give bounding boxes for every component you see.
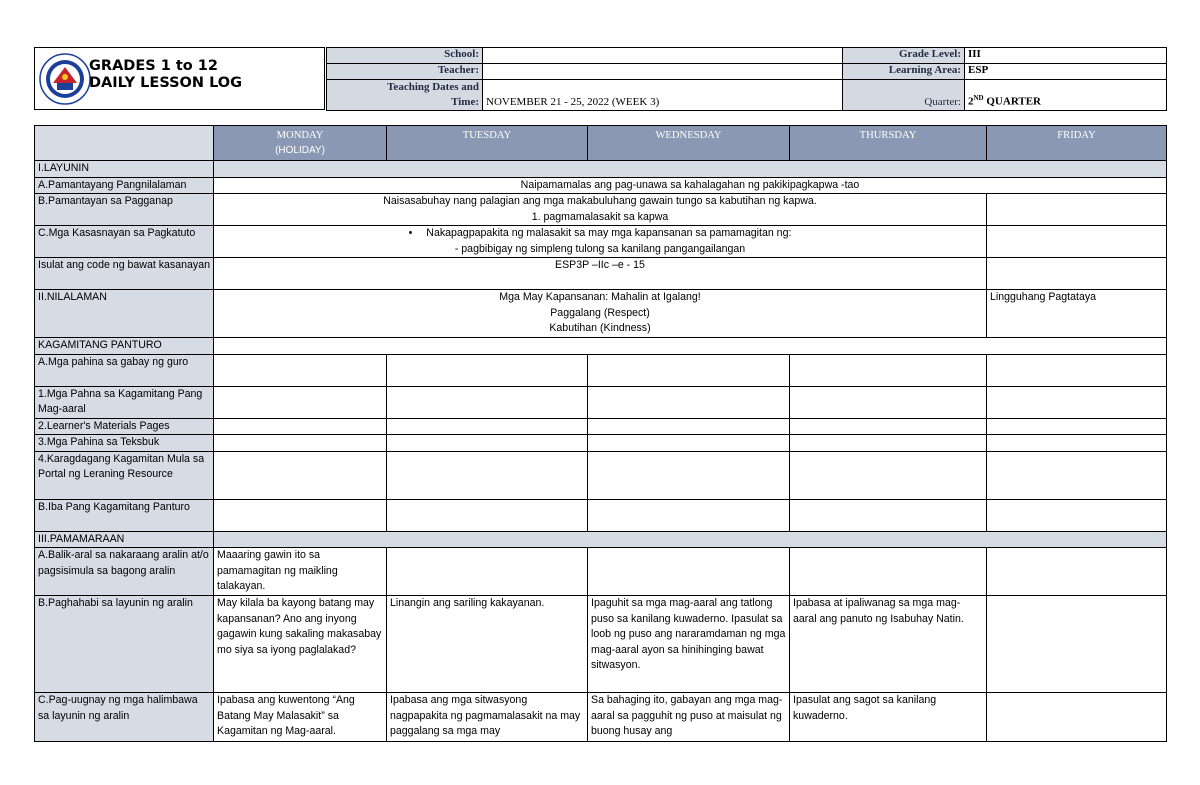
- pagganap-line-2: 1. pagmamalasakit sa kapwa: [531, 210, 669, 223]
- day-header-thursday: THURSDAY: [790, 126, 987, 161]
- table-cell[interactable]: [790, 354, 987, 386]
- title-line-1: GRADES 1 to 12: [89, 58, 218, 74]
- table-cell[interactable]: [790, 548, 987, 596]
- code-friday-cell: [987, 258, 1167, 290]
- table-cell[interactable]: [987, 451, 1167, 499]
- table-cell[interactable]: [387, 386, 588, 418]
- paghahabi-thursday-cell[interactable]: Ipabasa at ipaliwanag sa mga mag-aaral ang panuto ng Isabuhay Natin.: [790, 596, 987, 693]
- lesson-log-table: [34, 125, 1167, 742]
- row-label-learners-materials: 2.Learner's Materials Pages: [35, 418, 214, 435]
- quarter-label: Quarter:: [843, 80, 965, 111]
- table-cell[interactable]: [790, 435, 987, 452]
- header-info-table: [326, 47, 1167, 111]
- table-cell[interactable]: [987, 418, 1167, 435]
- table-cell[interactable]: [987, 693, 1167, 742]
- grade-level-label: Grade Level:: [843, 48, 965, 64]
- quarter-suffix: ND: [973, 94, 984, 103]
- row-label-portal: 4.Karagdagang Kagamitan Mula sa Portal ng Leraning Resource: [35, 451, 214, 499]
- table-cell[interactable]: [588, 354, 790, 386]
- table-cell[interactable]: [214, 418, 387, 435]
- nilalaman-line-1: Mga May Kapansanan: Mahalin at Igalang!: [499, 291, 701, 303]
- table-cell[interactable]: [387, 354, 588, 386]
- grade-level-field[interactable]: III: [965, 48, 1167, 64]
- table-cell[interactable]: [987, 499, 1167, 531]
- kasanayan-line-1: • Nakapagpapakita ng malasakit sa may mga kapansanan sa pamamagitan ng:: [217, 226, 983, 242]
- row-label-teksbuk: 3.Mga Pahina sa Teksbuk: [35, 435, 214, 452]
- code-cell: ESP3P –IIc –e - 15: [214, 258, 987, 290]
- table-cell[interactable]: [387, 435, 588, 452]
- teaching-dates-label-line1: Teaching Dates and: [387, 81, 479, 93]
- table-cell[interactable]: [214, 354, 387, 386]
- table-cell[interactable]: [987, 386, 1167, 418]
- pamamaraan-section-cell: [214, 531, 1167, 548]
- row-label-gabay-ng-guro: A.Mga pahina sa gabay ng guro: [35, 354, 214, 386]
- table-cell[interactable]: [387, 548, 588, 596]
- row-label-paghahabi: B.Paghahabi sa layunin ng aralin: [35, 596, 214, 693]
- row-label-balik-aral: A.Balik-aral sa nakaraang aralin at/o pagsisimula sa bagong aralin: [35, 548, 214, 596]
- pagganap-line-1: Naisasabuhay nang palagian ang mga makabuluhang gawain tungo sa kabutihan ng kapwa.: [383, 195, 817, 207]
- table-cell[interactable]: [588, 435, 790, 452]
- deped-seal-icon: [39, 53, 91, 105]
- row-label-pamantayang-pangnilalaman: A.Pamantayang Pangnilalaman: [35, 177, 214, 194]
- teaching-dates-label-line2: Time:: [451, 96, 479, 108]
- nilalaman-line-2: Paggalang (Respect): [550, 306, 650, 319]
- paghahabi-monday-cell[interactable]: May kilala ba kayong batang may kapansanan? Ano ang inyong gagawin kung sakaling makasabay mo siya sa iyong paglalakad?: [214, 596, 387, 693]
- teaching-dates-field[interactable]: [483, 80, 843, 111]
- monday-holiday-note: (HOLIDAY): [275, 144, 325, 156]
- table-cell[interactable]: [214, 499, 387, 531]
- teaching-dates-value: NOVEMBER 21 - 25, 2022 (WEEK 3): [486, 96, 660, 108]
- row-label-layunin: I.LAYUNIN: [35, 161, 214, 178]
- paghahabi-wednesday-cell[interactable]: Ipaguhit sa mga mag-aaral ang tatlong puso sa kanilang kuwaderno. Ipasulat sa loob ng puso ang nararamdaman ng mga mag-aaral ayon sa hinihinging bawat sitwasyon.: [588, 596, 790, 693]
- table-cell[interactable]: [588, 451, 790, 499]
- table-cell[interactable]: [588, 386, 790, 418]
- teacher-field[interactable]: [483, 64, 843, 80]
- day-header-wednesday: WEDNESDAY: [588, 126, 790, 161]
- table-cell[interactable]: [387, 499, 588, 531]
- row-label-pag-uugnay: C.Pag-uugnay ng mga halimbawa sa layunin ng aralin: [35, 693, 214, 742]
- day-header-friday: FRIDAY: [987, 126, 1167, 161]
- school-field[interactable]: [483, 48, 843, 64]
- row-label-pamantayan-sa-pagganap: B.Pamantayan sa Pagganap: [35, 194, 214, 226]
- title-line-2: DAILY LESSON LOG: [89, 75, 243, 91]
- row-label-nilalaman: II.NILALAMAN: [35, 290, 214, 338]
- teaching-dates-label: [327, 80, 483, 111]
- nilalaman-cell: [214, 290, 987, 338]
- table-cell[interactable]: [214, 435, 387, 452]
- table-cell[interactable]: [790, 451, 987, 499]
- row-label-pamamaraan: III.PAMAMARAAN: [35, 531, 214, 548]
- table-cell[interactable]: [588, 548, 790, 596]
- day-header-tuesday: TUESDAY: [387, 126, 588, 161]
- table-cell[interactable]: [588, 499, 790, 531]
- learning-area-field[interactable]: ESP: [965, 64, 1167, 80]
- paghahabi-tuesday-cell[interactable]: Linangin ang sariling kakayanan.: [387, 596, 588, 693]
- balik-aral-monday-cell[interactable]: Maaaring gawin ito sa pamamagitan ng maikling talakayan.: [214, 548, 387, 596]
- table-cell[interactable]: [790, 499, 987, 531]
- quarter-text: QUARTER: [983, 96, 1041, 108]
- pamantayang-pangnilalaman-cell: Naipamamalas ang pag-unawa sa kahalagahan ng pakikipagkapwa -tao: [214, 177, 1167, 194]
- table-cell[interactable]: [790, 418, 987, 435]
- table-cell[interactable]: [387, 451, 588, 499]
- pamantayan-sa-pagganap-cell: [214, 194, 987, 226]
- pag-uugnay-monday-cell[interactable]: Ipabasa ang kuwentong “Ang Batang May Malasakit” sa Kagamitan ng Mag-aaral.: [214, 693, 387, 742]
- kasanayan-friday-cell: [987, 226, 1167, 258]
- table-cell[interactable]: [588, 418, 790, 435]
- row-label-kagamitang-pang-mag-aaral: 1.Mga Pahna sa Kagamitang Pang Mag-aaral: [35, 386, 214, 418]
- table-cell[interactable]: [987, 548, 1167, 596]
- nilalaman-friday-cell: Lingguhang Pagtataya: [987, 290, 1167, 338]
- layunin-section-cell: [214, 161, 1167, 178]
- row-label-code: Isulat ang code ng bawat kasanayan: [35, 258, 214, 290]
- row-label-kagamitang-panturo: KAGAMITANG PANTURO: [35, 338, 214, 355]
- quarter-field[interactable]: [965, 80, 1167, 111]
- kasanayan-sa-pagkatuto-cell: [214, 226, 987, 258]
- header-title-block: [34, 47, 325, 110]
- table-cell[interactable]: [790, 386, 987, 418]
- pag-uugnay-thursday-cell[interactable]: Ipasulat ang sagot sa kanilang kuwaderno.: [790, 693, 987, 742]
- table-cell[interactable]: [987, 354, 1167, 386]
- header-corner-cell: [35, 126, 214, 161]
- document-title: [89, 58, 242, 92]
- school-label: School:: [327, 48, 483, 64]
- table-cell[interactable]: [214, 451, 387, 499]
- table-cell[interactable]: [987, 435, 1167, 452]
- teacher-label: Teacher:: [327, 64, 483, 80]
- table-cell[interactable]: [387, 418, 588, 435]
- pag-uugnay-tuesday-cell[interactable]: Ipabasa ang mga sitwasyong nagpapakita ng pagmamalasakit na may paggalang sa mga may: [387, 693, 588, 742]
- row-label-iba-pang-kagamitan: B.Iba Pang Kagamitang Panturo: [35, 499, 214, 531]
- monday-label: MONDAY: [276, 130, 324, 141]
- learning-area-label: Learning Area:: [843, 64, 965, 80]
- kasanayan-line-2: - pagbibigay ng simpleng tulong sa kanilang pangangailangan: [454, 242, 746, 255]
- nilalaman-line-3: Kabutihan (Kindness): [549, 322, 651, 334]
- table-cell[interactable]: [987, 596, 1167, 693]
- day-header-monday: [214, 126, 387, 161]
- pag-uugnay-wednesday-cell[interactable]: Sa bahaging ito, gabayan ang mga mag-aaral sa pagguhit ng puso at maisulat ng buong husay ang: [588, 693, 790, 742]
- kagamitan-section-cell: [214, 338, 1167, 355]
- pagganap-friday-cell: [987, 194, 1167, 226]
- quarter-number: 2: [968, 96, 974, 108]
- row-label-kasanayan-sa-pagkatuto: C.Mga Kasasnayan sa Pagkatuto: [35, 226, 214, 258]
- table-cell[interactable]: [214, 386, 387, 418]
